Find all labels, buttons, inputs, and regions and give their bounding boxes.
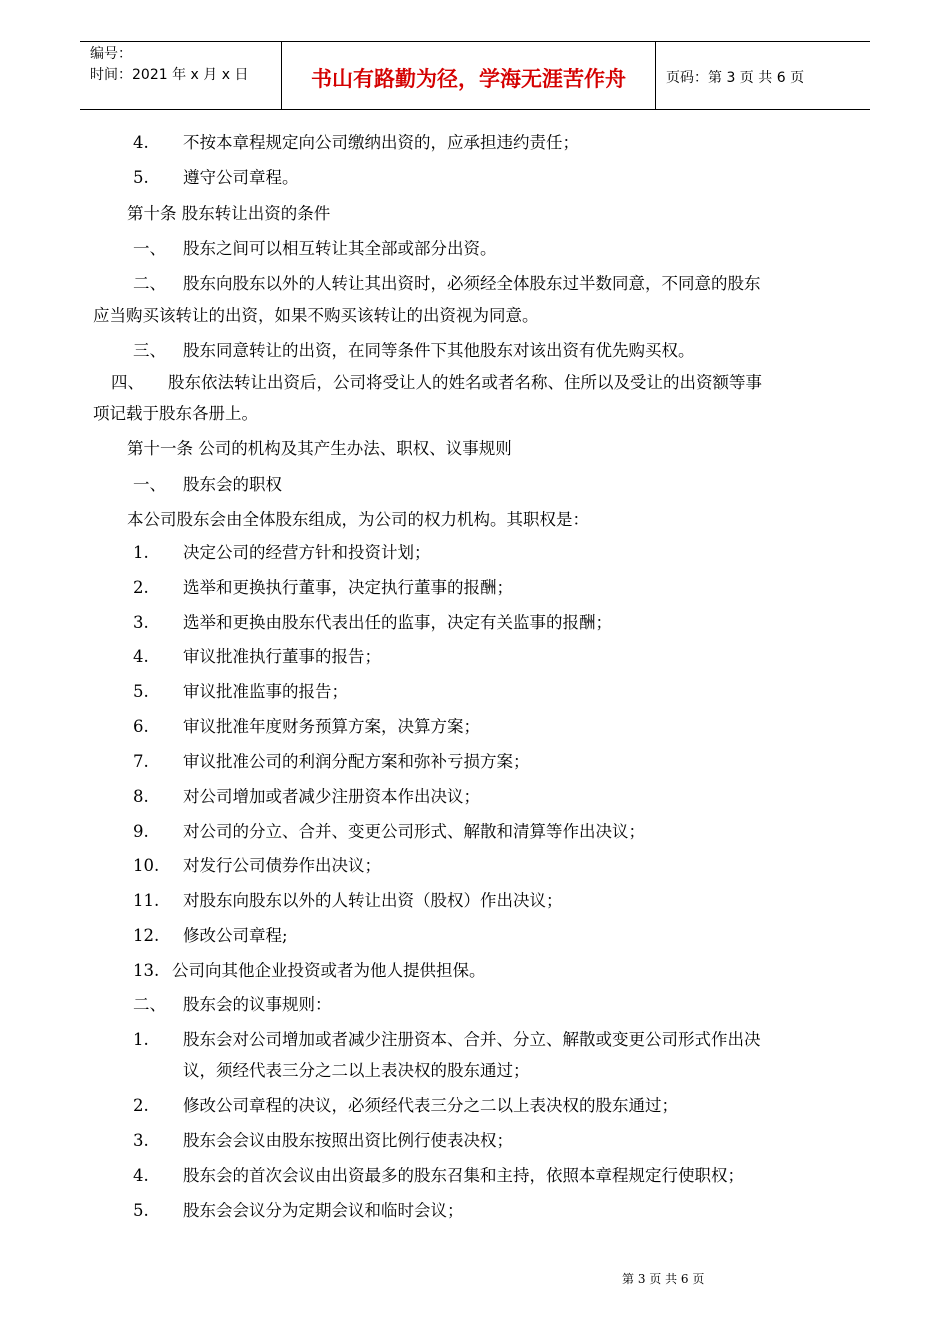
- list-item-text: 股东向股东以外的人转让其出资时，必须经全体股东过半数同意，不同意的股东: [183, 274, 761, 293]
- list-item-number: 1.: [133, 543, 149, 562]
- list-item-text: 决定公司的经营方针和投资计划；: [183, 543, 431, 562]
- section-number: 二、: [133, 995, 166, 1014]
- list-item-text: 公司向其他企业投资或者为他人提供担保。: [172, 961, 486, 980]
- list-item-text: 选举和更换由股东代表出任的监事，决定有关监事的报酬；: [183, 613, 612, 632]
- list-item-number: 11.: [133, 891, 160, 910]
- list-item-text: 股东同意转让的出资，在同等条件下其他股东对该出资有优先购买权。: [183, 341, 695, 360]
- list-item-number: 三、: [133, 341, 166, 360]
- list-item-number: 10.: [133, 856, 160, 875]
- list-item-number: 3.: [133, 1131, 149, 1150]
- list-item-number: 一、: [133, 239, 166, 258]
- list-item-text: 对发行公司债券作出决议；: [183, 856, 381, 875]
- time-label: 时间：2021 年 x 月 x 日: [90, 67, 249, 83]
- list-item-text: 选举和更换执行董事，决定执行董事的报酬；: [183, 578, 513, 597]
- list-item-text: 股东会的首次会议由出资最多的股东召集和主持，依照本章程规定行使职权；: [183, 1166, 744, 1185]
- list-item-text: 股东依法转让出资后，公司将受让人的姓名或者名称、住所以及受让的出资额等事: [168, 373, 762, 392]
- list-item-continuation: 议，须经代表三分之二以上表决权的股东通过；: [183, 1061, 530, 1080]
- list-item-number: 8.: [133, 787, 149, 806]
- list-item-text: 审议批准执行董事的报告；: [183, 647, 381, 666]
- list-item-text: 股东会对公司增加或者减少注册资本、合并、分立、解散或变更公司形式作出决: [183, 1030, 761, 1049]
- article-11-title: 第十一条 公司的机构及其产生办法、职权、议事规则: [127, 439, 512, 458]
- list-item-number: 7.: [133, 752, 149, 771]
- list-item-text: 遵守公司章程。: [183, 168, 299, 187]
- list-item-number: 4.: [133, 647, 149, 666]
- list-item-number: 5.: [133, 168, 149, 187]
- section-text: 股东会的职权: [183, 475, 282, 494]
- footer-page-number: 第 3 页 共 6 页: [622, 1272, 705, 1286]
- list-item-text: 审议批准公司的利润分配方案和弥补亏损方案；: [183, 752, 530, 771]
- header-motto: 书山有路勤为径，学海无涯苦作舟: [282, 42, 656, 109]
- article-10-title: 第十条 股东转让出资的条件: [127, 204, 331, 223]
- list-item-text: 股东之间可以相互转让其全部或部分出资。: [183, 239, 497, 258]
- section-text: 股东会的议事规则：: [183, 995, 332, 1014]
- list-item-number: 5.: [133, 1201, 149, 1220]
- list-item-text: 股东会会议由股东按照出资比例行使表决权；: [183, 1131, 513, 1150]
- list-item-text: 不按本章程规定向公司缴纳出资的，应承担违约责任；: [183, 133, 579, 152]
- list-item-text: 股东会会议分为定期会议和临时会议；: [183, 1201, 464, 1220]
- list-item-text: 对公司的分立、合并、变更公司形式、解散和清算等作出决议；: [183, 822, 645, 841]
- list-item-text: 对股东向股东以外的人转让出资（股权）作出决议；: [183, 891, 563, 910]
- header-left-cell: [80, 42, 282, 109]
- list-item-number: 1.: [133, 1030, 149, 1049]
- list-item-number: 2.: [133, 578, 149, 597]
- list-item-continuation: 应当购买该转让的出资，如果不购买该转让的出资视为同意。: [93, 306, 539, 325]
- header-page-label: 页码：第 3 页 共 6 页: [666, 69, 805, 86]
- page-header: [80, 41, 870, 110]
- list-item-number: 12.: [133, 926, 160, 945]
- serial-label: 编号：: [90, 46, 132, 62]
- list-item-number: 2.: [133, 1096, 149, 1115]
- list-item-text: 对公司增加或者减少注册资本作出决议；: [183, 787, 480, 806]
- list-item-number: 4.: [133, 1166, 149, 1185]
- list-item-text: 审议批准年度财务预算方案，决算方案；: [183, 717, 480, 736]
- section-number: 一、: [133, 475, 166, 494]
- list-item-number: 13.: [133, 961, 160, 980]
- list-item-text: 审议批准监事的报告；: [183, 682, 348, 701]
- list-item-number: 3.: [133, 613, 149, 632]
- list-item-number: 四、: [111, 373, 144, 392]
- list-item-continuation: 项记载于股东各册上。: [93, 404, 258, 423]
- list-item-number: 6.: [133, 717, 149, 736]
- list-item-text: 修改公司章程的决议，必须经代表三分之二以上表决权的股东通过；: [183, 1096, 678, 1115]
- list-item-number: 9.: [133, 822, 149, 841]
- section-intro: 本公司股东会由全体股东组成，为公司的权力机构。其职权是：: [127, 510, 589, 529]
- list-item-text: 修改公司章程;: [183, 926, 288, 945]
- list-item-number: 5.: [133, 682, 149, 701]
- list-item-number: 4.: [133, 133, 149, 152]
- list-item-number: 二、: [133, 274, 166, 293]
